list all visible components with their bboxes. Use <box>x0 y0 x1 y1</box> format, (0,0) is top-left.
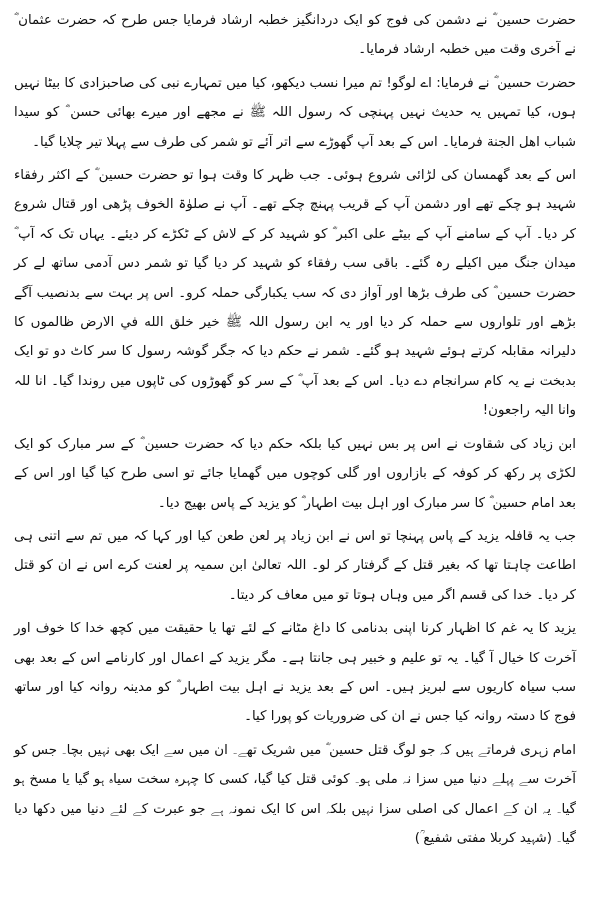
paragraph-khutba-intro: حضرت حسین ؓ نے دشمن کی فوج کو ایک دردانگیز خطبہ ارشاد فرمایا جس طرح کہ حضرت عثمان ؓ نے آخری وقت میں خطبہ ارشاد فرمایا۔ <box>14 13 576 58</box>
paragraph-yazid-reaction: جب یہ قافلہ یزید کے پاس پہنچا تو اس نے ابن زیاد پر لعن طعن کیا اور کہا کہ میں تم سے اتنی ہی اطاعت چاہتا تھا کہ بغیر قتل کے گرفتار کر لو۔ اللہ تعالیٰ ابن سمیہ پر لعنت کرے اس نے ان کو قتل کر دیا۔ خدا کی قسم اگر میں وہاں ہوتا تو میں معاف کر دیتا۔ <box>14 528 576 603</box>
paragraph-battle-martyrdom: اس کے بعد گھمسان کی لڑائی شروع ہوئی۔ جب ظہر کا وقت ہوا تو حضرت حسین ؓ کے اکثر رفقاء شہید ہو چکے تھے اور دشمن آپ کے قریب پہنچ چکے تھے۔ آپ نے صلوٰۃ الخوف پڑھی اور قتال شروع کر دیا۔ آپ کے سامنے آپ کے بیٹے علی اکبر ؓ کو شہید کر کے لاش کے ٹکڑے کر دیئے۔ یہاں تک کہ آپ ؓ میدان جنگ میں اکیلے رہ گئے۔ باقی سب رفقاء کو شہید کر دیا گیا تو شمر دس آدمی ساتھ لے کر حضرت حسین ؓ کی طرف بڑھا اور آواز دی کہ سب یکبارگی حملہ کرو۔ اس پر بہت سے بدنصیب آگے بڑھے اور تلواروں سے حملہ کر دیا اور یہ ابن رسول اللہ ﷺ خیر خلق الله في الارض ظالموں کا دلیرانہ مقابلہ کرتے ہوئے شہید ہو گئے۔ شمر نے حکم دیا کہ جگر گوشہ رسول کا سر کاٹ دو تو ایک بدبخت نے یہ کام سرانجام دے دیا۔ اس کے بعد آپ ؓ کے سر کو گھوڑوں کی ٹاپوں میں روندا گیا۔ انا للہ وانا الیہ راجعون! <box>14 168 576 419</box>
paragraph-nasab-speech: حضرت حسین ؓ نے فرمایا: اے لوگو! تم میرا نسب دیکھو، کیا میں تمہارے نبی کی صاحبزادی کا بیٹا نہیں ہوں، کیا تمہیں یہ حدیث نہیں پہنچی کہ رسول اللہ ﷺ نے مجھے اور میرے بھائی حسن ؓ کو سیدا شباب اهل الجنة فرمایا۔ اس کے بعد آپ گھوڑے سے اتر آئے تو شمر کی طرف سے پہلا تیر چلایا گیا۔ <box>14 75 576 150</box>
paragraph-imam-zuhri: امام زہری فرماتے ہیں کہ جو لوگ قتل حسین ؓ میں شریک تھے۔ ان میں سے ایک بھی نہیں بچا۔ جس کو آخرت سے پہلے دنیا میں سزا نہ ملی ہو۔ کوئی قتل کیا گیا، کسی کا چہرہ سخت سیاہ ہو گیا یا مسخ ہو گیا۔ یہ ان کے اعمال کی اصلی سزا نہیں بلکہ اس کا ایک نمونہ ہے جو عبرت کے لئے دنیا میں دکھا دیا گیا۔ (شہید کربلا مفتی شفیع ؒ) <box>14 742 576 846</box>
paragraph-ibn-ziyad: ابن زیاد کی شقاوت نے اس پر بس نہیں کیا بلکہ حکم دیا کہ حضرت حسین ؓ کے سر مبارک کو ایک لکڑی پر رکھ کر کوفہ کے بازاروں اور گلی کوچوں میں گھمایا جائے تو اسی طرح کیا گیا اور اس کے بعد امام حسین ؓ کا سر مبارک اور اہل بیت اطہار ؓ کو یزید کے پاس بھیج دیا۔ <box>14 436 576 511</box>
paragraph-yazid-grief: یزید کا یہ غم کا اظہار کرنا اپنی بدنامی کا داغ مٹانے کے لئے تھا یا حقیقت میں کچھ خدا کا خوف اور آخرت کا خیال آ گیا۔ یہ تو علیم و خبیر ہی جانتا ہے۔ مگر یزید کے اعمال اور کارنامے اس کے بعد بھی سب سیاہ کاریوں سے لبریز ہیں۔ اس کے بعد یزید نے اہل بیت اطہار ؓ کو مدینہ روانہ کیا اور ساتھ فوج کا دستہ روانہ کیا جس نے ان کی ضروریات کو پورا کیا۔ <box>14 621 576 725</box>
